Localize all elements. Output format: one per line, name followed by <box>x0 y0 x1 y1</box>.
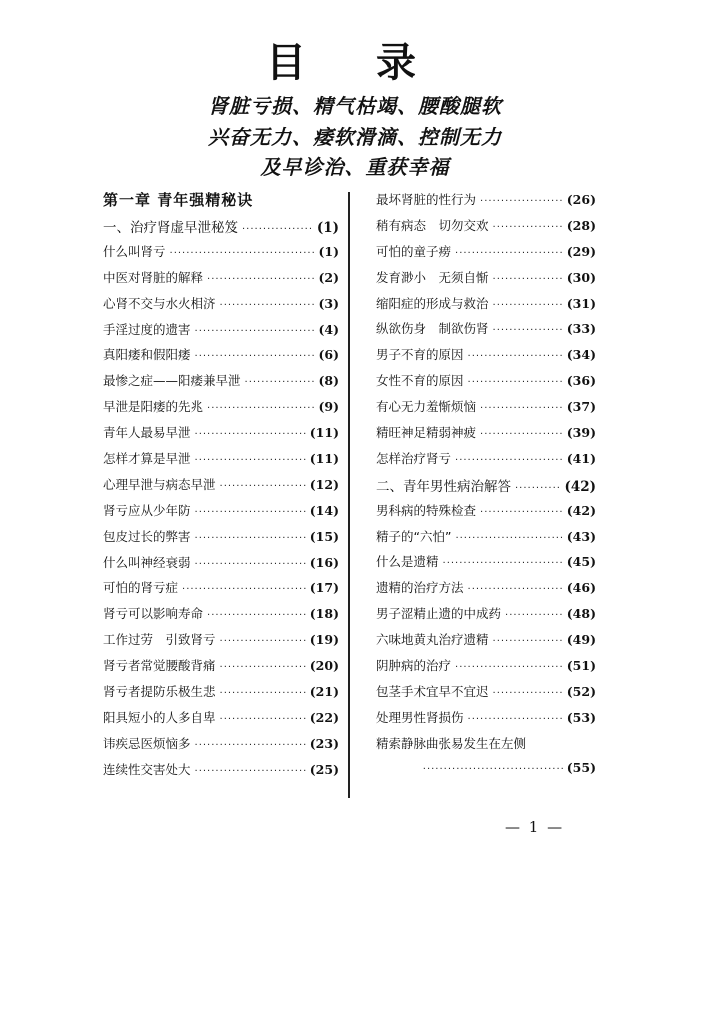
toc-entry <box>103 578 339 604</box>
toc-entry-title: 最坏肾脏的性行为 <box>376 192 477 207</box>
toc-entry <box>103 527 339 553</box>
toc-entry-title: 工作过劳 引致肾亏 <box>103 632 216 648</box>
toc-entry-title: 发育渺小 无须自惭 <box>376 269 489 285</box>
toc-entry-page: (55) <box>566 759 596 775</box>
dot-leader <box>480 507 563 518</box>
toc-entry <box>376 475 596 501</box>
toc-entry-title: 手淫过度的遗害 <box>103 321 191 337</box>
toc-entry-page: (46) <box>566 580 596 596</box>
dot-leader <box>207 403 314 414</box>
toc-entry <box>103 449 339 475</box>
toc-entry-title: 什么叫肾亏 <box>103 243 166 259</box>
dot-leader <box>220 662 306 673</box>
toc-entry-title: 稍有病态 切勿交欢 <box>376 217 489 233</box>
toc-entry-page: (42) <box>564 478 596 495</box>
toc-entry-title: 男科病的特殊检查 <box>376 502 477 518</box>
toc-entry-page: (12) <box>309 476 339 492</box>
toc-entry-page: (28) <box>566 217 596 233</box>
dot-leader <box>443 558 563 569</box>
dot-leader <box>195 559 306 570</box>
toc-entry-title: 心肾不交与水火相济 <box>103 295 216 311</box>
toc-entry-title: 连续性交害处大 <box>103 761 191 777</box>
toc-entry-page: (42) <box>566 502 596 518</box>
dot-leader <box>480 196 563 207</box>
toc-entry <box>103 268 339 294</box>
toc-entry <box>103 397 339 423</box>
toc-entry-title: 阴肿病的治疗 <box>376 658 452 674</box>
dot-leader <box>242 224 313 235</box>
toc-entry-page: (11) <box>309 425 339 441</box>
toc-left-column <box>103 190 339 786</box>
toc-entry-title: 处理男性肾损伤 <box>376 709 464 725</box>
toc-entry-page: (9) <box>318 399 339 415</box>
toc-entry <box>376 604 596 630</box>
dot-leader <box>220 688 306 699</box>
toc-entry <box>103 553 339 579</box>
toc-entry-page: (17) <box>309 580 339 596</box>
toc-entry-title: 男子涩精止遗的中成药 <box>376 606 502 622</box>
dot-leader <box>455 662 563 673</box>
chapter-heading: 第一章 青年强精秘诀 <box>103 191 254 209</box>
toc-entry-page: (43) <box>566 528 596 544</box>
dot-leader <box>207 274 314 285</box>
toc-entry-title: 一、治疗肾虚早泄秘笈 <box>103 220 238 236</box>
toc-entry <box>376 527 596 553</box>
toc-entry-page: (39) <box>566 425 596 441</box>
toc-entry-page: (1) <box>316 220 339 236</box>
toc-entry-page: (14) <box>309 502 339 518</box>
dot-leader <box>468 584 563 595</box>
toc-entry-title: 讳疾忌医烦恼多 <box>103 735 191 751</box>
toc-entry <box>376 294 596 320</box>
dot-leader <box>505 610 563 621</box>
toc-entry-title: 纵欲伤身 制欲伤肾 <box>376 321 489 337</box>
toc-entry <box>103 475 339 501</box>
toc-entry <box>103 604 339 630</box>
toc-entry-page: (1) <box>318 243 339 259</box>
toc-entry <box>376 552 596 578</box>
dot-leader <box>195 351 315 362</box>
toc-entry <box>103 656 339 682</box>
dot-leader <box>195 740 306 751</box>
subtitle-line-1: 肾脏亏损、精气枯竭、腰酸腿软 <box>208 94 502 118</box>
toc-entry-page: (4) <box>318 321 339 337</box>
toc-entry-page: (33) <box>566 321 596 337</box>
toc-entry-page: (22) <box>309 709 339 725</box>
toc-entry <box>376 578 596 604</box>
dot-leader <box>195 326 315 337</box>
toc-entry-page: (51) <box>566 658 596 674</box>
toc-entry-title: 怎样才算是早泄 <box>103 451 191 467</box>
dot-leader <box>245 377 315 388</box>
toc-entry <box>103 294 339 320</box>
toc-entry-title: 真阳痿和假阳痿 <box>103 347 191 363</box>
toc-entry-page: (23) <box>309 735 339 751</box>
toc-entry-title: 精索静脉曲张易发生在左侧 <box>376 735 527 751</box>
toc-entry <box>376 449 596 475</box>
toc-entry <box>376 630 596 656</box>
toc-entry-page: (41) <box>566 450 596 466</box>
toc-entry <box>376 268 596 294</box>
dot-leader <box>170 248 315 259</box>
dot-leader <box>493 222 563 233</box>
toc-entry-page: (11) <box>309 451 339 467</box>
page-number: — 1 — <box>505 818 565 836</box>
toc-entry-title: 肾亏应从少年防 <box>103 502 191 518</box>
toc-entry-title: 肾亏者提防乐极生悲 <box>103 684 216 700</box>
toc-entry <box>376 319 596 345</box>
toc-entry <box>103 242 339 268</box>
toc-entry <box>376 397 596 423</box>
toc-entry-title: 青年人最易早泄 <box>103 425 191 441</box>
toc-entry <box>376 734 596 760</box>
toc-entry-page: (20) <box>309 658 339 674</box>
toc-entry-title: 什么叫神经衰弱 <box>103 554 191 570</box>
toc-entry-page: (29) <box>566 243 596 259</box>
toc-entry-title: 包皮过长的弊害 <box>103 528 191 544</box>
toc-entry-page: (48) <box>566 606 596 622</box>
toc-entry <box>103 682 339 708</box>
dot-leader <box>493 688 563 699</box>
dot-leader <box>493 274 563 285</box>
subtitle-line-2: 兴奋无力、痿软滑滴、控制无力 <box>208 125 502 149</box>
toc-entry <box>103 708 339 734</box>
toc-entry-page: (8) <box>318 373 339 389</box>
toc-entry-title: 缩阳症的形成与救治 <box>376 295 489 311</box>
toc-entry-page: (36) <box>566 373 596 389</box>
dot-leader <box>480 403 563 414</box>
dot-leader <box>468 351 563 362</box>
toc-entry-title: 阳具短小的人多自卑 <box>103 709 216 725</box>
toc-entry-title: 遗精的治疗方法 <box>376 580 464 596</box>
toc-entry-page: (37) <box>566 399 596 415</box>
toc-entry <box>103 320 339 346</box>
toc-entry-title: 心理早泄与病态早泄 <box>103 476 216 492</box>
toc-entry-title: 可怕的童子痨 <box>376 243 452 259</box>
toc-entry <box>103 216 339 242</box>
toc-entry-page: (53) <box>566 709 596 725</box>
toc-entry-title: 包茎手术宜早不宜迟 <box>376 683 489 699</box>
dot-leader <box>195 533 306 544</box>
subtitle-line-3: 及早诊治、重获幸福 <box>260 155 450 179</box>
toc-entry <box>376 345 596 371</box>
dot-leader <box>455 248 563 259</box>
toc-entry-page: (25) <box>309 761 339 777</box>
dot-leader <box>493 636 563 647</box>
toc-entry-title: 最惨之症——阳痿兼早泄 <box>103 373 241 389</box>
dot-leader <box>493 325 563 336</box>
toc-entry-page: (18) <box>309 606 339 622</box>
toc-entry <box>376 423 596 449</box>
toc-entry-title: 有心无力羞惭烦恼 <box>376 399 477 415</box>
toc-entry-title: 怎样治疗肾亏 <box>376 450 452 466</box>
dot-leader <box>480 429 563 440</box>
toc-entry-title: 精子的“六怕” <box>376 528 452 544</box>
toc-entry <box>103 630 339 656</box>
toc-entry-title: 男子不育的原因 <box>376 347 464 363</box>
toc-entry-page: (49) <box>566 632 596 648</box>
toc-entry-title: 中医对肾脏的解释 <box>103 269 204 285</box>
toc-entry-title: 女性不育的原因 <box>376 373 464 389</box>
toc-right-entries <box>376 190 596 785</box>
toc-entry-page: (52) <box>566 683 596 699</box>
toc-entry <box>103 345 339 371</box>
toc-entry <box>103 734 339 760</box>
toc-entry-page: (34) <box>566 347 596 363</box>
toc-entry <box>376 371 596 397</box>
toc-entry-page: (3) <box>318 295 339 311</box>
page-title: 目 录 <box>266 40 444 86</box>
dot-leader <box>220 714 306 725</box>
dot-leader <box>195 429 306 440</box>
toc-entry <box>376 501 596 527</box>
toc-entry <box>103 501 339 527</box>
toc-entry <box>376 760 596 786</box>
toc-entry-page: (6) <box>318 347 339 363</box>
toc-entry-page: (2) <box>318 269 339 285</box>
column-divider <box>348 192 350 798</box>
toc-entry-page: (30) <box>566 269 596 285</box>
toc-entry-page: (21) <box>309 684 339 700</box>
toc-entry-page: (31) <box>566 295 596 311</box>
dot-leader <box>195 766 306 777</box>
dot-leader <box>493 300 563 311</box>
toc-entry-title: 精旺神足精弱神疲 <box>376 425 477 441</box>
toc-entry <box>376 682 596 708</box>
toc-entry <box>103 760 339 786</box>
dot-leader <box>220 481 306 492</box>
toc-entry <box>376 708 596 734</box>
dot-leader <box>515 483 560 494</box>
toc-entry <box>376 656 596 682</box>
toc-entry-page: (26) <box>566 192 596 207</box>
dot-leader <box>195 455 306 466</box>
toc-entry-title: 早泄是阳痿的先兆 <box>103 399 204 415</box>
dot-leader <box>182 584 306 595</box>
toc-entry-title: 二、青年男性病治解答 <box>376 478 511 495</box>
toc-entry-title: 肾亏者常觉腰酸背痛 <box>103 658 216 674</box>
dot-leader <box>455 533 562 544</box>
toc-right-column <box>376 190 596 785</box>
toc-entry <box>103 371 339 397</box>
toc-entry <box>103 423 339 449</box>
toc-entry-page: (15) <box>309 528 339 544</box>
toc-entry <box>376 216 596 242</box>
toc-entry <box>376 190 596 216</box>
toc-left-entries <box>103 216 339 786</box>
dot-leader <box>468 377 563 388</box>
dot-leader <box>220 300 315 311</box>
toc-entry-page: (16) <box>309 554 339 570</box>
toc-entry-title: 什么是遗精 <box>376 554 439 570</box>
dot-leader <box>455 455 563 466</box>
toc-entry-title: 可怕的肾亏症 <box>103 580 179 596</box>
dot-leader <box>423 764 563 775</box>
toc-entry-page: (19) <box>309 632 339 648</box>
dot-leader <box>195 507 306 518</box>
toc-entry-title: 肾亏可以影响寿命 <box>103 606 204 622</box>
dot-leader <box>207 610 306 621</box>
dot-leader <box>468 714 563 725</box>
toc-entry-title: 六味地黄丸治疗遗精 <box>376 632 489 648</box>
dot-leader <box>220 636 306 647</box>
toc-entry <box>376 242 596 268</box>
toc-entry-page: (45) <box>566 554 596 570</box>
